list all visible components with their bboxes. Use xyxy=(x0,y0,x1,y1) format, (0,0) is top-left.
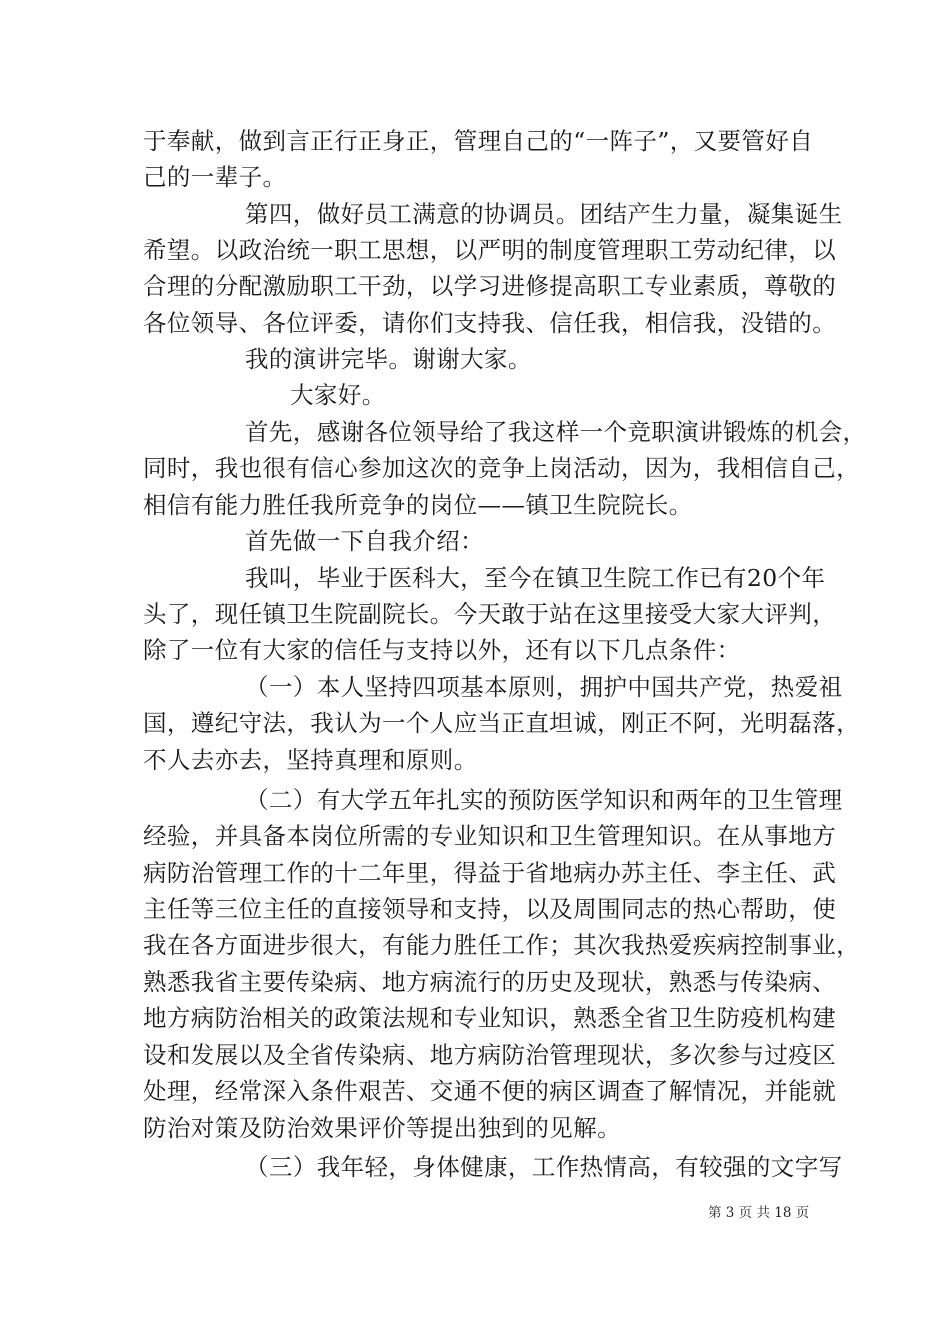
text-line: 相信有能力胜任我所竞争的岗位——镇卫生院院长。 xyxy=(143,491,693,519)
text-line: 于奉献，做到言正行正身正，管理自己的“一阵子”，又要管好自 xyxy=(143,127,814,155)
text-line: （二）有大学五年扎实的预防医学知识和两年的卫生管理 xyxy=(245,786,843,814)
text-line: 处理，经常深入条件艰苦、交通不便的病区调查了解情况，并能就 xyxy=(143,1077,837,1105)
text-line: 除了一位有大家的信任与支持以外，还有以下几点条件： xyxy=(143,636,741,664)
text-line: 国，遵纪守法，我认为一个人应当正直坦诚，刚正不阿，光明磊落， xyxy=(143,709,860,737)
text-line: 首先，感谢各位领导给了我这样一个竞职演讲锻炼的机会， xyxy=(245,418,867,446)
text-line: 设和发展以及全省传染病、地方病防治管理现状，多次参与过疫区 xyxy=(143,1041,837,1069)
text-line: 合理的分配激励职工干劲，以学习进修提高职工专业素质，尊敬的 xyxy=(143,272,837,300)
text-line: 第四，做好员工满意的协调员。团结产生力量，凝集诞生 xyxy=(245,200,843,228)
text-line: 我在各方面进步很大，有能力胜任工作；其次我热爱疾病控制事业， xyxy=(143,931,860,959)
text-line: 病防治管理工作的十二年里，得益于省地病办苏主任、李主任、武 xyxy=(143,859,837,887)
text-line: 我叫，毕业于医科大，至今在镇卫生院工作已有20个年 xyxy=(245,564,826,592)
text-line: 头了，现任镇卫生院副院长。今天敢于站在这里接受大家大评判， xyxy=(143,600,837,628)
text-line: 同时，我也很有信心参加这次的竞争上岗活动，因为，我相信自己， xyxy=(143,454,860,482)
text-line: （一）本人坚持四项基本原则，拥护中国共产党，热爱祖 xyxy=(245,673,843,701)
text-line: 希望。以政治统一职工思想，以严明的制度管理职工劳动纪律，以 xyxy=(143,236,837,264)
text-line: 熟悉我省主要传染病、地方病流行的历史及现状，熟悉与传染病、 xyxy=(143,968,837,996)
text-line: 己的一辈子。 xyxy=(143,163,287,191)
text-line: 经验，并具备本岗位所需的专业知识和卫生管理知识。在从事地方 xyxy=(143,822,837,850)
text-line: 大家好。 xyxy=(290,381,386,409)
text-line: 我的演讲完毕。谢谢大家。 xyxy=(245,345,532,373)
text-line: 地方病防治相关的政策法规和专业知识，熟悉全省卫生防疫机构建 xyxy=(143,1004,837,1032)
text-line: 防治对策及防治效果评价等提出独到的见解。 xyxy=(143,1114,621,1142)
text-line: （三）我年轻，身体健康，工作热情高，有较强的文字写 xyxy=(245,1153,843,1181)
text-line: 主任等三位主任的直接领导和支持，以及周围同志的热心帮助，使 xyxy=(143,895,837,923)
text-line: 不人去亦去，坚持真理和原则。 xyxy=(143,746,478,774)
text-line: 各位领导、各位评委，请你们支持我、信任我，相信我，没错的。 xyxy=(143,309,837,337)
text-line: 首先做一下自我介绍： xyxy=(245,527,484,555)
page-number: 第 3 页 共 18 页 xyxy=(708,1205,810,1221)
